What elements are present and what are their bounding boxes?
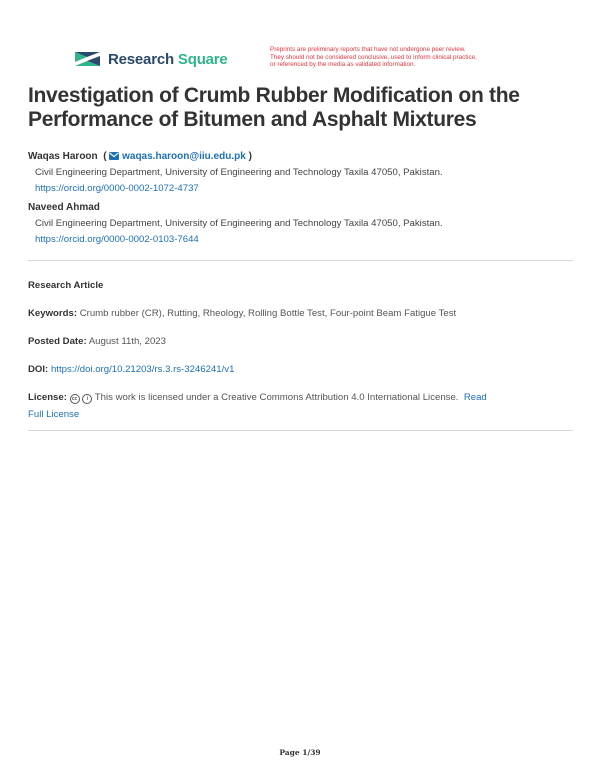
- disclaimer-line: Preprints are preliminary reports that have not undergone peer review.: [270, 46, 466, 53]
- title-line: Investigation of Crumb Rubber Modification on the: [28, 84, 520, 107]
- title-line: Performance of Bitumen and Asphalt Mixtures: [28, 108, 477, 131]
- preprint-disclaimer: [270, 46, 540, 69]
- author-2-orcid-link[interactable]: https://orcid.org/0000-0002-0103-7644: [35, 234, 199, 245]
- article-type: Research Article: [28, 280, 104, 291]
- keywords-row: [28, 305, 573, 322]
- read-full-license-link[interactable]: Read Full License: [28, 392, 487, 420]
- author-1-affiliation: Civil Engineering Department, University of Engineering and Technology Taxila 47050, Pakistan.: [35, 167, 443, 178]
- author-1-orcid-link[interactable]: https://orcid.org/0000-0002-1072-4737: [35, 183, 199, 194]
- posted-date-row: [28, 333, 573, 350]
- creative-commons-icon: cc: [70, 394, 80, 404]
- keywords-label: Keywords:: [28, 308, 78, 319]
- attribution-icon: i: [82, 394, 92, 404]
- author-name: Waqas Haroon: [28, 151, 98, 162]
- license-text: This work is licensed under a Creative Commons Attribution 4.0 International License.: [94, 392, 459, 403]
- author-1: [28, 151, 252, 162]
- author-email-link[interactable]: waqas.haroon@iiu.edu.pk: [109, 151, 245, 162]
- divider: [28, 260, 573, 261]
- disclaimer-line: They should not be considered conclusive, used to inform clinical practice,: [270, 53, 477, 61]
- doi-label: DOI:: [28, 364, 49, 375]
- research-square-logo-icon: [73, 48, 103, 70]
- page-number: Page 1/39: [279, 748, 321, 757]
- paren-close: ): [248, 151, 252, 162]
- divider: [28, 430, 573, 431]
- author-2: [28, 202, 100, 213]
- paper-title: [28, 84, 573, 132]
- disclaimer-line: or referenced by the media as validated information.: [270, 61, 416, 68]
- doi-link[interactable]: https://doi.org/10.21203/rs.3.rs-3246241/v1: [50, 364, 235, 375]
- posted-date-value: August 11th, 2023: [88, 336, 166, 347]
- author-2-affiliation: Civil Engineering Department, University of Engineering and Technology Taxila 47050, Pakistan.: [35, 218, 443, 229]
- paren-open: (: [103, 151, 107, 162]
- author-name: Naveed Ahmad: [28, 202, 100, 213]
- license-label: License:: [28, 392, 67, 403]
- logo-wordmark: Research Square: [108, 50, 228, 68]
- license-row: [28, 389, 573, 423]
- research-square-logo[interactable]: [73, 48, 228, 70]
- posted-date-label: Posted Date:: [28, 336, 87, 347]
- keywords-value: Crumb rubber (CR), Rutting, Rheology, Rolling Bottle Test, Four-point Beam Fatigue Test: [79, 308, 457, 319]
- doi-row: [28, 361, 573, 378]
- envelope-icon: [109, 152, 119, 160]
